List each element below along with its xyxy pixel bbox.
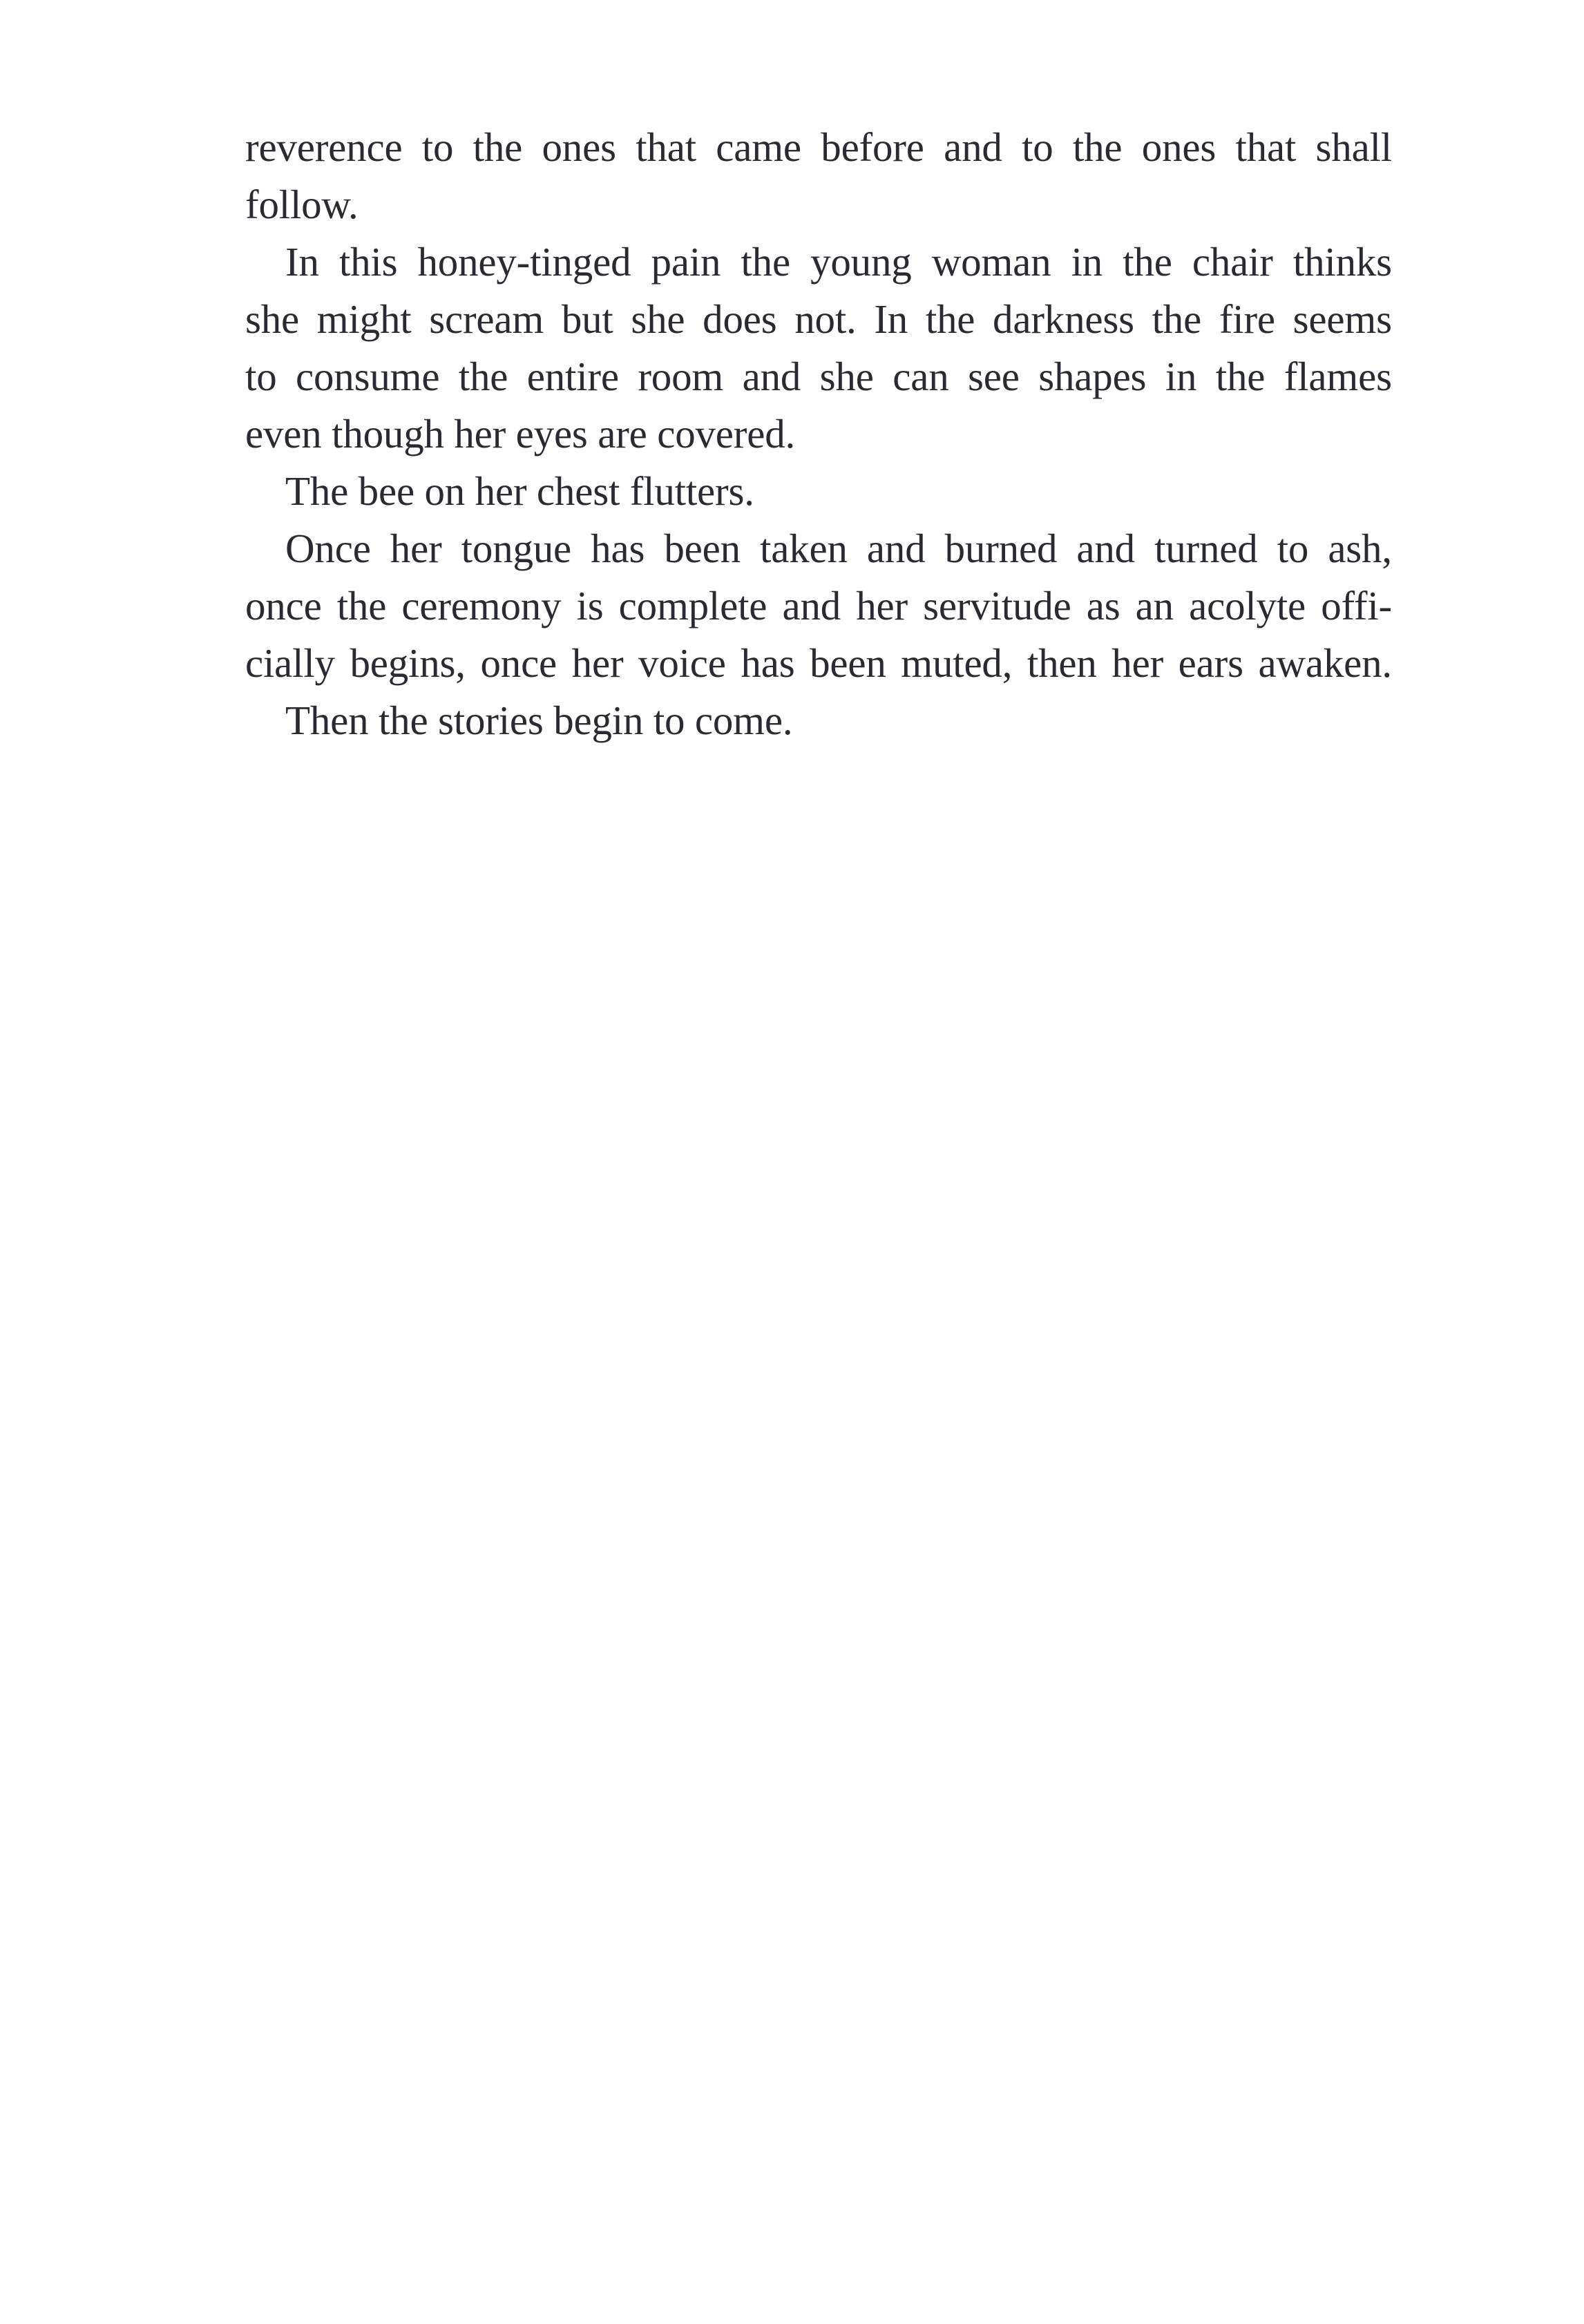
paragraph-continuation: [245, 119, 1392, 233]
word: darkness: [993, 296, 1134, 342]
word: ones: [542, 124, 616, 170]
text-line: Then the stories begin to come.: [285, 698, 793, 743]
word: seems: [1292, 296, 1392, 342]
word: has: [591, 526, 645, 571]
word: honey-tinged: [417, 239, 631, 285]
word: voice: [638, 640, 726, 686]
word: fire: [1219, 296, 1275, 342]
text-line: [245, 291, 1392, 348]
word: does: [703, 296, 777, 342]
word: shapes: [1038, 354, 1147, 399]
word: acolyte: [1189, 583, 1306, 628]
word: muted,: [901, 640, 1013, 686]
word: but: [561, 296, 613, 342]
word: the: [925, 296, 975, 342]
word: In: [874, 296, 908, 342]
word: before: [821, 124, 924, 170]
word: in: [1071, 239, 1103, 285]
word: shall: [1315, 124, 1392, 170]
word: the: [1123, 239, 1172, 285]
word: flames: [1284, 354, 1392, 399]
text-line: [245, 635, 1392, 692]
word: might: [316, 296, 412, 342]
paragraph-tongue: [245, 520, 1392, 692]
word: to: [245, 354, 277, 399]
word: scream: [429, 296, 544, 342]
word: In: [285, 239, 319, 285]
word: thinks: [1292, 239, 1392, 285]
text-line: The bee on her chest flutters.: [285, 468, 754, 514]
word: her: [390, 526, 442, 571]
word: to: [421, 124, 454, 170]
word: taken: [760, 526, 848, 571]
word: burned: [944, 526, 1058, 571]
word: her: [1111, 640, 1164, 686]
word: to: [1277, 526, 1309, 571]
word: once: [245, 583, 322, 628]
word: to: [1022, 124, 1053, 170]
word: not.: [794, 296, 857, 342]
text-line: even though her eyes are covered.: [245, 411, 796, 457]
word: the: [473, 124, 523, 170]
word: offi-: [1321, 583, 1392, 628]
word: then: [1027, 640, 1097, 686]
word: been: [810, 640, 886, 686]
text-line: [245, 577, 1392, 635]
word: is: [576, 583, 604, 628]
word: her: [571, 640, 624, 686]
word: servitude: [923, 583, 1071, 628]
word: can: [893, 354, 949, 399]
word: she: [245, 296, 300, 342]
word: ears: [1178, 640, 1243, 686]
paragraph-bee: [245, 463, 1392, 520]
word: the: [1215, 354, 1266, 399]
word: entire: [526, 354, 619, 399]
text-line: follow.: [245, 182, 359, 227]
word: and: [866, 526, 926, 571]
word: turned: [1154, 526, 1258, 571]
word: cially: [245, 640, 335, 686]
word: awaken.: [1258, 640, 1392, 686]
word: came: [716, 124, 801, 170]
word: room: [638, 354, 724, 399]
word: she: [819, 354, 874, 399]
word: she: [631, 296, 685, 342]
word: an: [1135, 583, 1174, 628]
word: and: [782, 583, 841, 628]
word: this: [338, 239, 398, 285]
word: woman: [931, 239, 1051, 285]
word: young: [810, 239, 912, 285]
word: the: [741, 239, 790, 285]
word: ceremony: [401, 583, 562, 628]
word: that: [636, 124, 696, 170]
word: has: [741, 640, 795, 686]
text-line: [245, 348, 1392, 405]
word: tongue: [461, 526, 572, 571]
word: and: [1076, 526, 1135, 571]
word: Once: [285, 526, 371, 571]
word: that: [1235, 124, 1297, 170]
word: and: [944, 124, 1002, 170]
word: ones: [1141, 124, 1216, 170]
word: her: [856, 583, 908, 628]
word: consume: [295, 354, 440, 399]
word: the: [1072, 124, 1123, 170]
word: in: [1165, 354, 1197, 399]
word: pain: [651, 239, 721, 285]
word: see: [967, 354, 1020, 399]
word: as: [1086, 583, 1120, 628]
text-line: [245, 119, 1392, 176]
word: the: [458, 354, 508, 399]
word: complete: [618, 583, 767, 628]
word: the: [1152, 296, 1202, 342]
word: been: [664, 526, 741, 571]
word: chair: [1192, 239, 1273, 285]
word: and: [742, 354, 801, 399]
word: once: [480, 640, 557, 686]
text-line: [245, 233, 1392, 291]
word: reverence: [245, 124, 403, 170]
word: ash,: [1328, 526, 1392, 571]
body-text: [245, 119, 1392, 749]
word: the: [336, 583, 387, 628]
word: begins,: [350, 640, 466, 686]
paragraph-honey-tinged-pain: [245, 233, 1392, 463]
paragraph-stories: [245, 692, 1392, 749]
text-line: [245, 520, 1392, 577]
